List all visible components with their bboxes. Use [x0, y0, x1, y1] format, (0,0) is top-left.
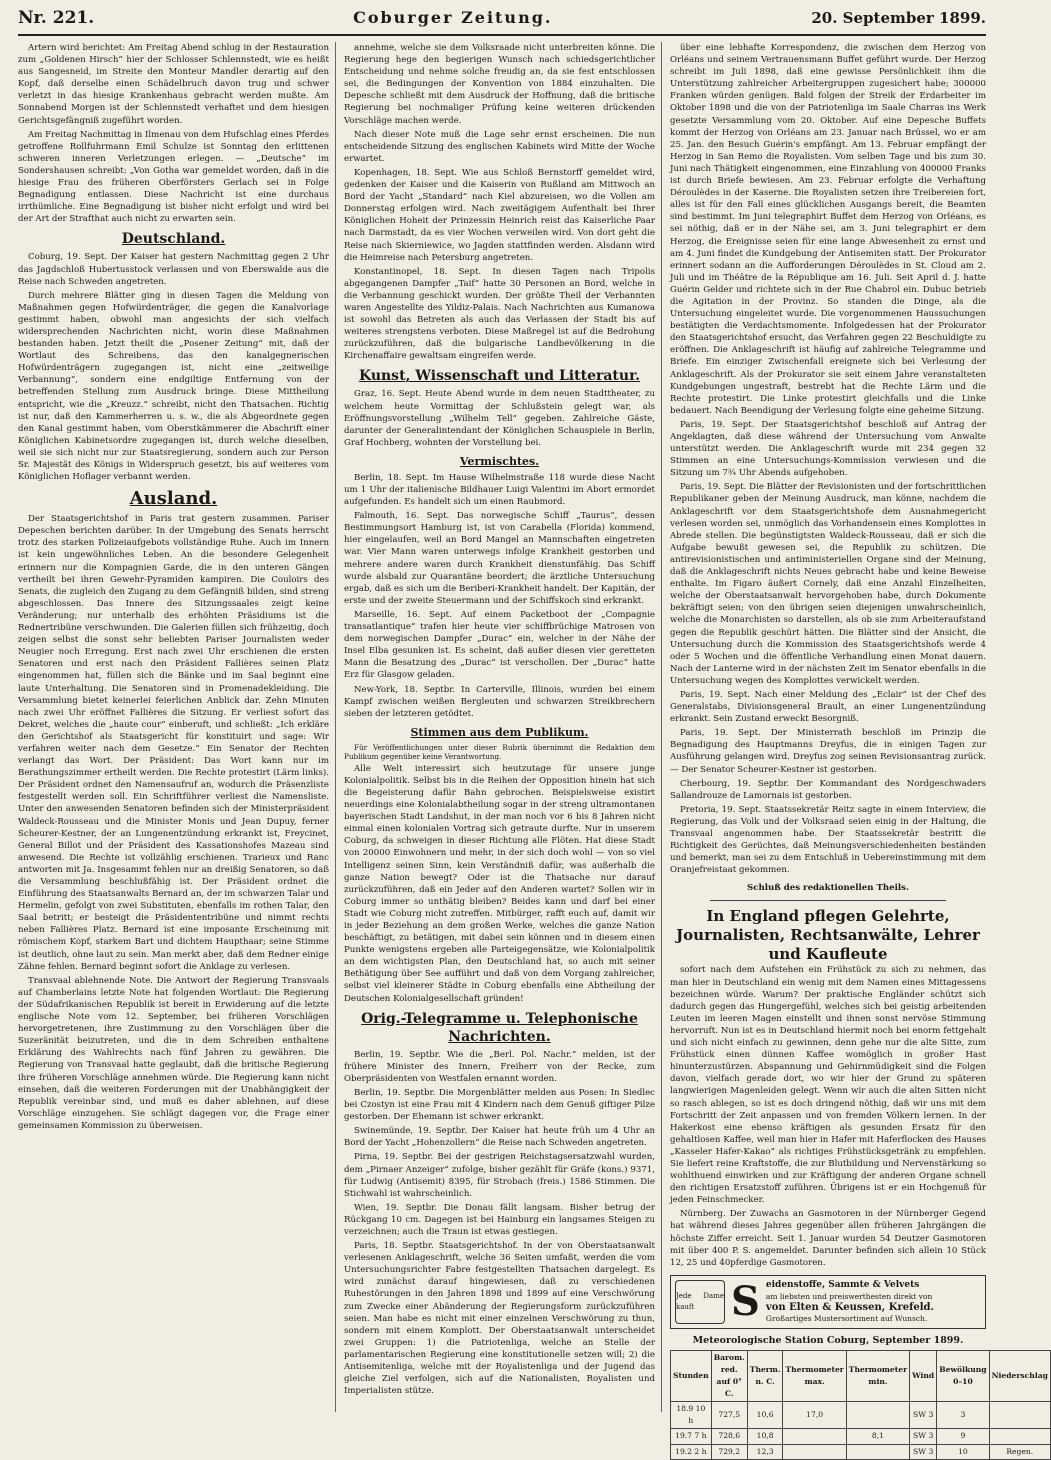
article-paragraph: Transvaal ablehnende Note. Die Antwort der Regierung Transvaals auf Chamberlains letzte Note hat folgenden Wortlaut: Die Regierung der Südafrikanischen Republik ist bereit in Erwiderung auf die letzte englische Note vom 12. September, bei früheren Vorschlägen hervorgetretenen, ihre Zustimmung zu den Vorschlägen über die Suzeränität beizutreten, und die in dem Schreiben enthaltene Erklärung des Wahlrechts nach fünf Jahren zu gewähren. Die Regierung von Transvaal hatte geglaubt, daß die britische Regierung ihre früheren Vorschläge annehmen würde. Die Regierung kann nicht einsehen, daß die weiteren Forderungen mit der Unabhängigkeit der Republik vereinbar sind, und muß es daher ablehnen, auf diese Vorschläge einzugehen. Sie schlägt dagegen vor, die Frage einer gemeinsamen Kommission zu überweisen.: [18, 975, 329, 1131]
table-cell: 17,0: [783, 1402, 846, 1429]
article-paragraph: Alle Welt interessirt sich heutzutage für unsere junge Kolonialpolitik. Selbst bis in die Reihen der Opposition hinein hat sich die Begeisterung dafür Bahn gebrochen. Beispielsweise existirt neuerdings eine Kolonialabtheilung sogar in der streng ultramontanen bayerischen Stadt Landshut, in der man noch vor 6 bis 8 Jahren nicht einmal einen kolonialen Vortrag sich getraute durfte. Nur in unserem Coburg, da schweigen in dieser Richtung alle Flöten. Hat diese Stadt von 20000 Einwohnern und mehr, in der sich doch wohl — von so viel Intelligenz seinen Sinn, kein Verständniß dafür, was außerhalb die ganze Nation bewegt? Oder ist die Thatsache nur darauf zurückzuführen, daß ein Jeder auf den Anderen wartet? Sollen wir in Coburg immer so unthätig bleiben? Beides kann und darf bei einer Stadt wie Coburg nicht zutreffen. Mitbürger, rafft euch auf, damit wir in jeder Beziehung an dem großen Werke, welches die ganze Nation beschäftigt, zu betätigen, mit dabei sein können und in diesem einen Punkte wenigstens ergeben alle Parteigegensätze, wie Kolonialpolitik an dem wichtigsten Plan, den Deutschland hat, so auch mit seiner Bethätigung über See aufführt und daß von dem Vorgang zahlreicher, selbst viel kleinerer Städte in Coburg ebenfalls eine Abtheilung der Deutschen Kolonialgesellschaft gründen!: [344, 763, 655, 1004]
divider: [710, 900, 946, 901]
ad-line: Großartiges Mustersortiment auf Wunsch.: [765, 1313, 928, 1323]
article-paragraph: Pirna, 19. Septbr. Bei der gestrigen Reichstagsersatzwahl wurden, dem „Pirnaer Anzeiger“ zufolge, bisher gezählt für Gräfe (kons.) 9371, für Ludwig (Antisemit) 8395, für Strobach (freis.) 1586 Stimmen. Die Stichwahl ist wahrscheinlich.: [344, 1152, 655, 1199]
table-row: [671, 1444, 1051, 1459]
table-cell: [846, 1402, 909, 1429]
article-paragraph: Am Freitag Nachmittag in Ilmenau von dem Hufschlag eines Pferdes getroffene Rollfuhrmann Emil Schulze ist Sonntag den erlittenen schweren inneren Verletzungen erlegen. — „Deutsche“ im Sondershausen schreibt: „Von Gotha war gemeldet worden, daß in die hiesige Frau des früheren Oberförsters Gerlach sei in Folge Begnadigung entlassen. Diese Nachricht ist eine durchaus irrthümliche. Eine Begnadigung ist bisher nicht erfolgt und wird bei der Art der Strafthat auch nicht zu erwarten sein.: [18, 129, 329, 225]
article-paragraph: Konstantinopel, 18. Sept. In diesen Tagen nach Tripolis abgegangenen Dampfer „Taif“ hatte 30 Personen an Bord, welche in die Verbannung geschickt wurden. Der größte Theil der Verbannten waren Angestellte des Yildiz-Palais. Nach Nachrichten aus Kumanowa ist sowohl das Betreten als auch das Verlassen der Stadt bis auf weiteres strengstens verboten. Diese Maßregel ist auf die Bedrohung zurückzuführen, daß die bulgarische Landbevölkerung in die Kirchenaffaire gewaltsam eingreifen werde.: [344, 266, 655, 362]
article-paragraph: über eine lebhafte Korrespondenz, die zwischen dem Herzog von Orléans und seinem Vertrauensmann Buffet geführt wurde. Der Herzog schreibt im Juli 1898, daß eine gewisse Persönlichkeit ihm die Unterstützung zahlreicher Arbeitergruppen zugesichert habe; 300000 Franken würden genügen. Bald folgen der Streik der Erdarbeiter im Oktober 1898 und die von der Patriotenliga im Saale Charras ins Werk gesetzte Versammlung vom 20. Oktober. Auf eine Depesche Buffets kommt der Herzog von Orléans am 23. Januar nach Brüssel, wo er am 25. Jan. den Besuch Guérin's empfängt. Am 13. Februar empfängt der Herzog in San Remo die Royalisten. Vom selben Tage und bis zum 30. Juni nach Thätigkeit eingenommen, eine Einzahlung von 400000 Franks ist durch Briefe bewiesen. Am 23. Februar erfolgte die Verhaftung Déroulèdes in der Kaserne. Die Royalisten setzen ihre Treibereien fort, alles ist für den Fall eines glücklichen Ausgangs bereit, die Beamten sind bestimmt. Im Juni telegraphirt Buffet dem Herzog von Orléans, es sei nöthig, daß er in der Nähe sei, am 3. Juni telegraphirt er dem Herzog, die Ereignisse seien für eine lange Abwesenheit zu ernst und am 4. Juni findet die Kundgebung der Antisemiten statt. Der Prokurator erinnert sodann an die Aufforderungen Déroulèdes in St. Cloud am 2. Juli und im Théâtre de la République am 16. Juli. Seit April d. J. hatte Guérin Gelder und richtete sich in der Rue Chabrol ein. Dubuc betrieb die Agitation in der Provinz. So standen die Dinge, als die Untersuchung eingeleitet wurde. Die vorgenommenen Haussuchungen bestätigten die Verdachtsmomente. Infolgedessen hat der Prokurator den Staatsgerichtshof ersucht, das Verfahren gegen 22 Beschuldigte zu eröffnen. Die Anklageschrift ist häufig auf zahlreiche Telegramme und Briefe. Ein einziger Zwischenfall ereignete sich bei Verlesung der Anklageschrift. Als der Prokurator sie seit einem Jahre veranstalteten Kundgebungen ungestraft, bestrebt hat die Rechte Lärm und die Rechte protestirt. Die Linke protestirt gleichfalls und die Linke bedauert. Nach Beendigung der Verlesung folgte eine geheime Sitzung.: [670, 43, 986, 416]
table-header: Barom. red. auf 0° C.: [711, 1350, 747, 1401]
table-cell: 727,5: [711, 1402, 747, 1429]
table-cell: 18.9 10 h: [671, 1402, 712, 1429]
weather-table-title: Meteorologische Station Coburg, September 1899.: [692, 1334, 964, 1346]
issue-date: 20. September 1899.: [811, 9, 986, 27]
table-header: Niederschlag: [989, 1350, 1050, 1401]
newspaper-title: Coburger Zeitung.: [353, 8, 553, 27]
article-paragraph: Graz, 16. Sept. Heute Abend wurde in dem neuen Stadttheater, zu welchem heute Vormittag der Schlußstein gelegt war, als Eröffnungsvorstellung „Wilhelm Tell“ gegeben. Zahlreiche Gäste, darunter der Generalintendant der Königlichen Schauspiele in Berlin, Graf Hochberg, wohnten der Vorstellung bei.: [344, 389, 655, 448]
table-cell: 10: [937, 1444, 989, 1459]
ad-initial-letter: S: [731, 1277, 760, 1325]
table-row: [671, 1402, 1051, 1429]
table-header: Bewölkung 0–10: [937, 1350, 989, 1401]
table-cell: 12,3: [747, 1444, 783, 1459]
table-cell: 10,6: [747, 1402, 783, 1429]
table-cell: SW 3: [910, 1402, 937, 1429]
table-row: [671, 1429, 1051, 1444]
shield-emblem-icon: Jede Dame kauft: [675, 1280, 725, 1324]
article-paragraph: Nach dieser Note muß die Lage sehr ernst erscheinen. Die nun entscheidende Sitzung des englischen Kabinets wird Mitte der Woche erwartet.: [344, 129, 655, 164]
table-cell: [989, 1429, 1050, 1444]
advertisement-heading: In England pflegen Gelehrte, Journalisten, Rechtsanwälte, Lehrer und Kaufleute: [676, 907, 980, 964]
ad-line: eidenstoffe, Sammte & Velvets: [765, 1279, 920, 1290]
article-paragraph: Paris, 19. Sept. Der Ministerrath beschloß im Prinzip die Begnadigung des Hauptmanns Dreyfus, die in einigen Tagen zur Ausführung gelangen wird. Dreyfus zog seinen Revisionsantrag zurück. — Der Senator Scheurer-Kestner ist gestorben.: [670, 728, 986, 775]
column-middle: [344, 42, 662, 1412]
table-cell: [783, 1444, 846, 1459]
section-heading-vermischtes: Vermischtes.: [459, 454, 540, 468]
article-paragraph: Cherbourg, 19. Septbr. Der Kommandant des Nordgeschwaders Sallandrouze de Lamornais ist gestorben.: [670, 778, 986, 801]
advertisement-text: sofort nach dem Aufstehen ein Frühstück zu sich zu nehmen, das man hier in Deutschland ein wenig mit dem Namen eines Mittagessens bezeichnen würde. Warum? Der praktische Engländer schützt sich dadurch gegen das Hungergefühl, welches sich bei geistig arbeitenden Leuten im leeren Magen einstellt und ihnen sonst nervöse Stimmung hervorruft. Nun ist es in Deutschland hiermit noch bei enorm fettgehalt und sich nicht einfach zu gewinnen, denn gehe nur die alte Sitte, zum Frühstück einen dünnen Kaffee womöglich in großer Hast hinunterzustürzen. Abspannung und Gehirnmüdigkeit sind die Folgen davon, vielfach gerade dort, wo wir hier der Grund zu späteren langwierigen Magenleiden gelegt. Wenn wir auch die alten Sitten nicht so rasch ablegen, so ist es doch dringend nöthig, daß wir uns mit dem Fortschritt der Zeit anpassen und von fremden Völkern lernen. In der Hakerkost eine ebenso kräftigen als gesunden Ersatz für den gehaltlosen Kaffee, weil man hier in Hafer mit Haferflocken des Hauses „Kasseler Hafer-Kakao“ als richtiges Frühstücksgetränk zu empfehlen. Sie liefert reine Kraftstoffe, die zur Blutbildung und Nervenstärkung so wohlthuend einwirken und zur Kräftigung der anderen Organe schnell den richtigen Ersatzstoff zuführen. Übrigens ist er ein Hochgenuß für jeden Feinschmecker.: [670, 965, 986, 1206]
article-paragraph: Paris, 19. Sept. Nach einer Meldung des „Eclair“ ist der Chef des Generalstabs, Divisionsgeneral Brault, an einer Lungenentzündung erkrankt. Sein Zustand erweckt Besorgniß.: [670, 689, 986, 725]
article-paragraph: Berlin, 19. Septbr. Die Morgenblätter melden aus Posen: In Siedlec bei Czostyn ist eine Frau mit 4 Kindern nach dem Genuß giftiger Pilze gestorben. Der Ehemann ist schwer erkrankt.: [344, 1087, 655, 1123]
weather-table: [670, 1350, 1051, 1460]
table-cell: Regen.: [989, 1444, 1050, 1459]
article-paragraph: Coburg, 19. Sept. Der Kaiser hat gestern Nachmittag gegen 2 Uhr das Jagdschloß Hubertusstock verlassen und von Eberswalde aus die Reise nach Schweden angetreten.: [18, 252, 329, 287]
table-cell: 3: [937, 1402, 989, 1429]
column-left: [18, 42, 336, 1412]
article-paragraph: Berlin, 18. Sept. Im Hause Wilhelmstraße 118 wurde diese Nacht um 1 Uhr der italienische Bildhauer Luigi Valentini im Abort ermordet aufgefunden. Es handelt sich um einen Raubmord.: [344, 472, 655, 508]
article-paragraph: Paris, 19. Sept. Der Staatsgerichtshof beschloß auf Antrag der Angeklagten, daß diese während der Untersuchung vom Anwalte unterstützt werden. Die Anklageschrift wurde mit 234 gegen 32 Stimmen an eine Untersuchungs-Kommission verwiesen und die Sitzung um 7¾ Uhr Abends aufgehoben.: [670, 419, 986, 479]
article-paragraph: Der Staatsgerichtshof in Paris trat gestern zusammen. Pariser Depeschen berichten darüber. In der Umgebung des Senats herrscht trotz des starken Polizeiaufgebots vollständige Ruhe. Auch im Innern ist kein ungewöhnliches Leben. An die besondere Gelegenheit erinnern nur die Kompagnien Garde, die in den unteren Gängen vertheilt bei ihren Gewehr-Pyramiden kampiren. Die Couloirs des Senats, die zugleich den Zugang zu dem Gefängniß bilden, sind streng abgeschlossen. Das Innere des Sitzungssaales zeigt keine Veränderung; nur unterhalb des erhöhten Präsidiums ist die Rednertribüne verschwunden. Die Galerien füllen sich frühzeitig, doch zeigen selbst die sonst sehr beliebten Pariser Journalisten weder Neugier noch Erregung. Erst nach zwei Uhr erschienen die ersten Senatoren und erst nach den Präsident Fallières seinen Platz eingenommen hat, füllen sich die Bänke und im Saal beginnt eine laute Unterhaltung. Die Senatoren sind in Promenadekleidung. Die Versammlung bietet keinerlei feierlichen Anblick dar. Zehn Minuten nach zwei Uhr eröffnet Fallières die Sitzung. Er verliest sofort das Dekret, welches die „haute cour“ einberuft, und schließt: „Ich erkläre den Gerichtshof als Staatsgericht für konstituirt und sage: Wir verfahren weiter nach dem Gesetze.“ Ein Senator der Rechten verlangt das Wort. Der Präsident: Das Wort kann nur im Berathungszimmer ertheilt werden. Die Rechte protestirt (Lärm links). Der Präsident ordnet den Namensaufruf an, wodurch die Präsenzliste festgestellt werden soll. Ein Schriftführer verliest die Namensliste. Unter den anwesenden Senatoren befinden sich der Ministerpräsident Waldeck-Rousseau und die Minister Monis und Jean Dupuy, ferner Scheurer-Kestner, der an Lungenentzündung erkrankt ist, Freycinet, General Billot und der Präsident des Kassationshofes Mazeau sind anwesend. Die Rechte ist vollzählig erschienen. Trarieux und Ranc antworten mit Ja. Insgesammt fehlen nur an dreißig Senatoren, so daß die Versammlung beschlußfähig ist. Der Präsident ordnet die Einführung des Staatsanwalts Bernard an, der im schwarzen Talar und Hermelin, gefolgt von zwei Substituten, ebenfalls im rothen Talar, den Saal betritt; er besteigt die Präsidententribüne und nimmt rechts neben Fallières Platz. Bernard ist eine imposante Erscheinung mit römischem Kopf, starkem Bart und dichtem Haupthaar; seine Stimme ist deutlich, ohne laut zu sein. Man merkt aber, daß dem Redner einige Zähne fehlen. Bernard beginnt sofort die Anklage zu verlesen.: [18, 514, 329, 972]
article-paragraph: Paris, 18. Septbr. Staatsgerichtshof. In der von Oberstaatsanwalt verlesenen Anklageschrift, welche 36 Seiten umfaßt, werden die vom Untersuchungsrichter Fabre festgestellten Thatsachen dargelegt. Es wird zunächst darauf hingewiesen, daß zu verschiedenen Ruhestörungen in den Jahren 1898 und 1899 auf eine Verschwörung zum Zwecke einer Abänderung der Regierungsform zurückzuführen seien. Man habe es nicht mit einer einzelnen Verschwörung zu thun, sondern mit einem Komplott. Der Oberstaatsanwalt unterscheidet zwei Gruppen: 1) die Patriotenliga, welche an Stelle der parlamentarischen Regierung eine konstitutionelle setzen will; 2) die Antisemitenliga, welche mit der Royalistenliga und der Jugend das gleiche Ziel verfolgen, sich auf die Nationalisten, Royalisten und Imperialisten stütze.: [344, 1241, 655, 1397]
article-paragraph: annehme, welche sie dem Volksraade nicht unterbreiten könne. Die Regierung hege den begierigen Wunsch nach schiedsgerichtlicher Entscheidung und nehme solche freudig an, da sie fest entschlossen sei, die Bedingungen der Konvention von 1884 einzuhalten. Die Depesche schließt mit dem Ausdruck der Hoffnung, daß die britische Regierung bei nochmaliger Prüfung keine weiteren drückenden Vorschläge machen werde.: [344, 43, 655, 126]
article-paragraph: Durch mehrere Blätter ging in diesen Tagen die Meldung von Maßnahmen gegen Hofwürdenträger, die gegen die Kanalvorlage gestimmt haben, obwohl man angesichts der sich vielfach widersprechenden Nachrichten nicht, worin diese Maßnahmen bestanden haben. Jetzt theilt die „Posener Zeitung“ mit, daß der Wortlaut des Schreibens, das den kanalgegnerischen Hofwürdenträgern zugegangen ist, nicht eine „zeitweilige Verbannung“, sondern eine endgiltige Entfernung von der betreffenden Stellung zum Ausdruck bringe. Diese Mittheilung entspricht, wie die „Kreuzz.“ schreibt, nicht den Thatsachen. Richtig ist nur, daß den Kammerherren u. s. w., die als Abgeordnete gegen den Kanal gestimmt haben, vom Oberstkämmerer die Abschrift einer Königlichen Kabinetsordre zugegangen ist, durch welche dieselben, weil sie sich nicht nur zur Staatsregierung, sondern auch zur Person Sr. Majestät des Königs in Widerspruch gesetzt, bis auf weiteres vom Königlichen Hoflager verbannt werden.: [18, 290, 329, 483]
table-header: Thermometer max.: [783, 1350, 846, 1401]
article-paragraph: Paris, 19. Sept. Die Blätter der Revisionisten und der fortschrittlichen Republikaner geben der Meinung Ausdruck, man könne, nachdem die Anklageschrift vor dem Staatsgerichtshofe dem Ausnahmegericht verlesen worden sei, unmöglich das Vorhandensein eines Komplottes in Abrede stellen. Die begünstigtsten Waldeck-Rousseau, daß er sich die Aufgabe bewußt gewesen sei, die Republik zu schützen. Die antirevisionistischen und antiministeriellen Organe sind der Meinung, daß die Anklageschrift nichts Neues gebracht habe und keine Beweise enthalte. Im Figaro äußert Cornely, daß eine Anzahl Einzelheiten, welche der Oberstaatsanwalt hervorgehoben habe, durch Dokumente bekräftigt seien; von den übrigen seien diejenigen unwahrscheinlich, welche die Monarchisten so darstellen, als ob sie zum Arbeiteraufstand gegen die Republik geschürt hätten. Die Blätter sind der Ansicht, die Untersuchung durch die Kommission des Staatsgerichtshofs werde 4 oder 5 Wochen und die öffentliche Verhandlung einen Monat dauern. Nach der Lanterne wird in der nächsten Zeit im Senator ebenfalls in die Untersuchung wegen des Komplottes verwickelt werden.: [670, 482, 986, 686]
ad-text-block: [766, 1280, 934, 1324]
table-cell: 19.7 7 h: [671, 1429, 712, 1444]
table-cell: 729,2: [711, 1444, 747, 1459]
table-header: Wind: [910, 1350, 937, 1401]
section-heading-kunst: Kunst, Wissenschaft und Litteratur.: [358, 368, 641, 385]
table-header: Thermometer min.: [846, 1350, 909, 1401]
article-paragraph: Pretoria, 19. Sept. Staatssekretär Reitz sagte in einem Interview, die Regierung, das Volk und der Volksraad seien einig in der Haltung, die Transvaal angenommen habe. Der Staatssekretär bestritt die Richtigkeit des Gerüchtes, daß Meinungsverschiedenheiten beständen und bemerkt, man sei zu dem Entschluß in Uebereinstimmung mit dem Oranjefreistaat gekommen.: [670, 804, 986, 876]
table-cell: [783, 1429, 846, 1444]
section-heading-stimmen: Stimmen aus dem Publikum.: [410, 725, 589, 739]
table-cell: 19.2 2 h: [671, 1444, 712, 1459]
column-right: [670, 42, 1048, 1456]
ad-firm-name: von Elten & Keussen, Krefeld.: [765, 1301, 935, 1313]
article-paragraph: New-York, 18. Septbr. In Carterville, Illinois, wurden bei einem Kampf zwischen weißen Bergleuten und schwarzen Streikbrechern sieben der letzteren getödtet.: [344, 684, 655, 719]
article-paragraph: Wien, 19. Septbr. Die Donau fällt langsam. Bisher betrug der Rückgang 10 cm. Dagegen ist bei Hainburg ein langsames Steigen zu verzeichnen; auch die Traun ist etwas gestiegen.: [344, 1202, 655, 1237]
table-cell: 8,1: [846, 1429, 909, 1444]
end-of-editorial: Schluß des redaktionellen Theils.: [747, 883, 909, 894]
table-cell: SW 3: [910, 1429, 937, 1444]
article-paragraph: Marseille, 16. Sept. Auf einem Packetboot der „Compagnie transatlantique“ trafen hier heute vier schiffbrüchige Matrosen von dem norwegischen Dampfer „Durac“ ein, welcher in der Nähe der Insel Elba gesunken ist. Es scheint, daß außer diesen vier geretteten Mann die Besatzung des „Durac“ ist verschollen. Der „Durac“ hatte Erz für Glasgow geladen.: [344, 609, 655, 681]
table-cell: 10,8: [747, 1429, 783, 1444]
section-heading-telegramme: Orig.-Telegramme u. Telephonische Nachrichten.: [361, 1010, 638, 1045]
masthead: [18, 8, 986, 36]
table-header: Stunden: [671, 1350, 712, 1401]
article-paragraph: Swinemünde, 19. Septbr. Der Kaiser hat heute früh um 4 Uhr an Bord der Yacht „Hohenzollern“ die Reise nach Schweden angetreten.: [344, 1126, 655, 1149]
section-heading-deutschland: Deutschland.: [121, 231, 226, 248]
ad-line: am liebsten und preiswerthesten direkt von: [765, 1291, 933, 1301]
table-header: Therm. n. C.: [747, 1350, 783, 1401]
article-paragraph: Artern wird berichtet: Am Freitag Abend schlug in der Restauration zum „Goldenen Hirsch“ hier der Schlosser Schlennstedt, wie es heißt aus Sangesneid, im Streite den Monteur Mandler derartig auf den Kopf, daß derselbe einen Schädelbruch davon trug und schwer verletzt in das hiesige Krankenhaus gebracht werden mußte. Am Sonnabend Morgen ist der Schlennstedt verhaftet und dem hiesigen Gerichtsgefängniß zugeführt worden.: [18, 43, 329, 126]
article-paragraph: Berlin, 19. Septbr. Wie die „Berl. Pol. Nachr.“ melden, ist der frühere Minister des Innern, Freiherr von der Recke, zum Oberpräsidenten von Westfalen ernannt worden.: [344, 1049, 655, 1084]
article-paragraph: Nürnberg. Der Zuwachs an Gasmotoren in der Nürnberger Gegend hat während dieses Jahres gegenüber allen früheren Jahrgängen die höchste Ziffer erreicht. Seit 1. Januar wurden 54 Deutzer Gasmotoren mit über 400 P. S. angemeldet. Darunter befinden sich allein 10 Stück 12, 25 und 40pferdige Gasmotoren.: [670, 1209, 986, 1268]
table-cell: 728,6: [711, 1429, 747, 1444]
silk-advertisement: [670, 1275, 986, 1329]
article-paragraph: Kopenhagen, 18. Sept. Wie aus Schloß Bernstorff gemeldet wird, gedenken der Kaiser und die Kaiserin von Rußland am Mittwoch an Bord der Yacht „Standard“ nach Kiel abzureisen, wo die Vollen am Donnerstag erfolgen wird. Nach zweitägigem Aufenthalt bei Ihrer Königlichen Hoheit der Prinzessin Heinrich reist das Kaiserliche Paar nach Darmstadt, da es vier Wochen verweilen wird. Von dort geht die Reise nach Skierniewice, wo Jagden stattfinden werden. Alsdann wird die Heimreise nach Petersburg angetreten.: [344, 167, 655, 263]
section-heading-ausland: Ausland.: [129, 488, 218, 510]
table-cell: [846, 1444, 909, 1459]
editorial-note: Für Veröffentlichungen unter dieser Rubrik übernimmt die Redaktion dem Publikum gegenüber keine Verantwortung.: [344, 742, 655, 761]
issue-number: Nr. 221.: [18, 8, 95, 28]
table-cell: [989, 1402, 1050, 1429]
article-paragraph: Falmouth, 16. Sept. Das norwegische Schiff „Taurus“, dessen Bestimmungsort Hamburg ist, ist von Carabella (Florida) kommend, hier eingelaufen, weil an Bord Mangel an Mannschaften eingetreten war. Vier Mann waren unterwegs infolge Krankheit gestorben und mehrere andere waren durch Krankheit dienstunfähig. Das Schiff wurde alsbald zur Quarantäne beordert; die ärztliche Untersuchung ergab, daß es sich um die Beriberi-Krankheit handelt. Der Kapitän, der erste und der zweite Steuermann und der Schiffskoch sind erkrankt.: [344, 511, 655, 606]
table-cell: SW 3: [910, 1444, 937, 1459]
table-cell: 9: [937, 1429, 989, 1444]
